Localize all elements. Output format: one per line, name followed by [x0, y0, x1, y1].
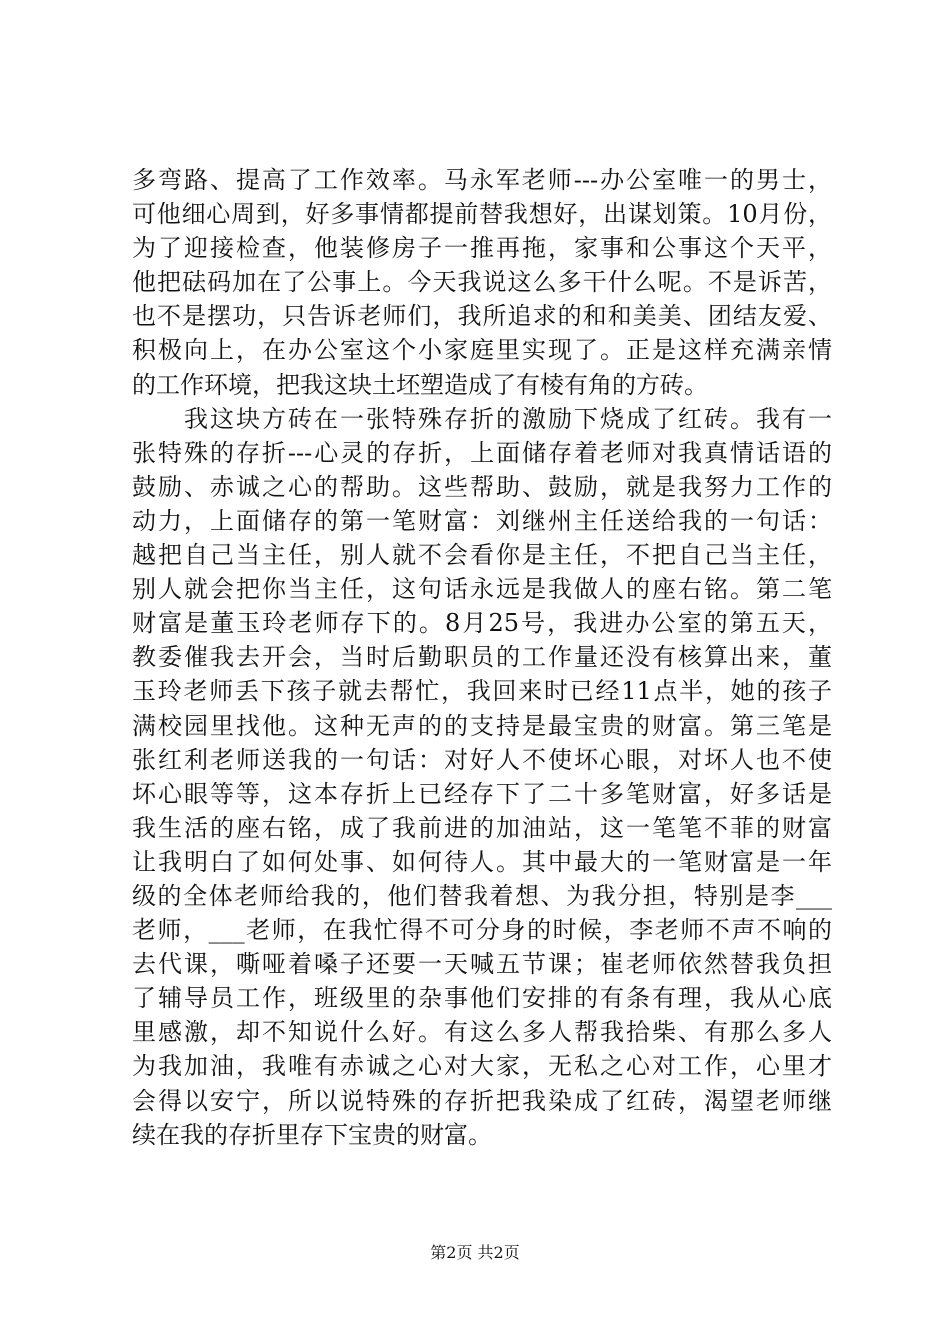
text-line: 张红利老师送我的一句话：对好人不使坏心眼，对坏人也不使	[132, 745, 832, 774]
text-line: 坏心眼等等，这本存折上已经存下了二十多笔财富，好多话是	[132, 779, 832, 808]
text-line: 让我明白了如何处事、如何待人。其中最大的一笔财富是一年	[132, 847, 832, 876]
text-line: 满校园里找他。这种无声的的支持是最宝贵的财富。第三笔是	[132, 711, 832, 740]
text-line: 教委催我去开会，当时后勤职员的工作量还没有核算出来，董	[132, 643, 832, 672]
text-line: 鼓励、赤诚之心的帮助。这些帮助、鼓励，就是我努力工作的	[132, 472, 832, 501]
text-line: 里感激，却不知说什么好。有这么多人帮我拾柴、有那么多人	[132, 1018, 832, 1047]
text-line: 我这块方砖在一张特殊存折的激励下烧成了红砖。我有一	[132, 404, 832, 433]
text-line: 去代课，嘶哑着嗓子还要一天喊五节课；崔老师依然替我负担	[132, 950, 832, 979]
text-line: 级的全体老师给我的，他们替我着想、为我分担，特别是李___	[132, 881, 832, 910]
text-line: 张特殊的存折---心灵的存折，上面储存着老师对我真情话语的	[132, 438, 832, 467]
text-line: 多弯路、提高了工作效率。马永军老师---办公室唯一的男士，	[132, 166, 832, 194]
text-line: 财富是董玉玲老师存下的。8月25号，我进办公室的第五天，	[132, 609, 832, 638]
text-line: 的工作环境，把我这块土坯塑造成了有棱有角的方砖。	[132, 370, 708, 399]
text-line: 了辅导员工作，班级里的杂事他们安排的有条有理，我从心底	[132, 984, 832, 1013]
text-line: 为了迎接检查，他装修房子一推再拖，家事和公事这个天平，	[132, 234, 832, 263]
text-line: 会得以安宁，所以说特殊的存折把我染成了红砖，渴望老师继	[132, 1086, 832, 1115]
text-line: 玉玲老师丢下孩子就去帮忙，我回来时已经11点半，她的孩子	[132, 677, 832, 706]
text-line: 他把砝码加在了公事上。今天我说这么多干什么呢。不是诉苦，	[132, 268, 832, 297]
text-line: 越把自己当主任，别人就不会看你是主任，不把自己当主任，	[132, 541, 832, 570]
text-line: 别人就会把你当主任，这句话永远是我做人的座右铭。第二笔	[132, 575, 832, 604]
page-footer: 第2页 共2页	[430, 1243, 520, 1262]
body-text	[132, 163, 832, 1152]
text-line: 也不是摆功，只告诉老师们，我所追求的和和美美、团结友爱、	[132, 302, 832, 331]
text-line: 续在我的存折里存下宝贵的财富。	[132, 1120, 492, 1149]
text-line: 老师，___老师，在我忙得不可分身的时候，李老师不声不响的	[132, 916, 832, 945]
text-line: 我生活的座右铭，成了我前进的加油站，这一笔笔不菲的财富	[132, 813, 832, 842]
text-line: 积极向上，在办公室这个小家庭里实现了。正是这样充满亲情	[132, 336, 832, 365]
text-line: 可他细心周到，好多事情都提前替我想好，出谋划策。10月份，	[132, 200, 832, 229]
text-line: 为我加油，我唯有赤诚之心对大家，无私之心对工作，心里才	[132, 1052, 832, 1081]
text-line: 动力，上面储存的第一笔财富：刘继州主任送给我的一句话：	[132, 506, 832, 535]
